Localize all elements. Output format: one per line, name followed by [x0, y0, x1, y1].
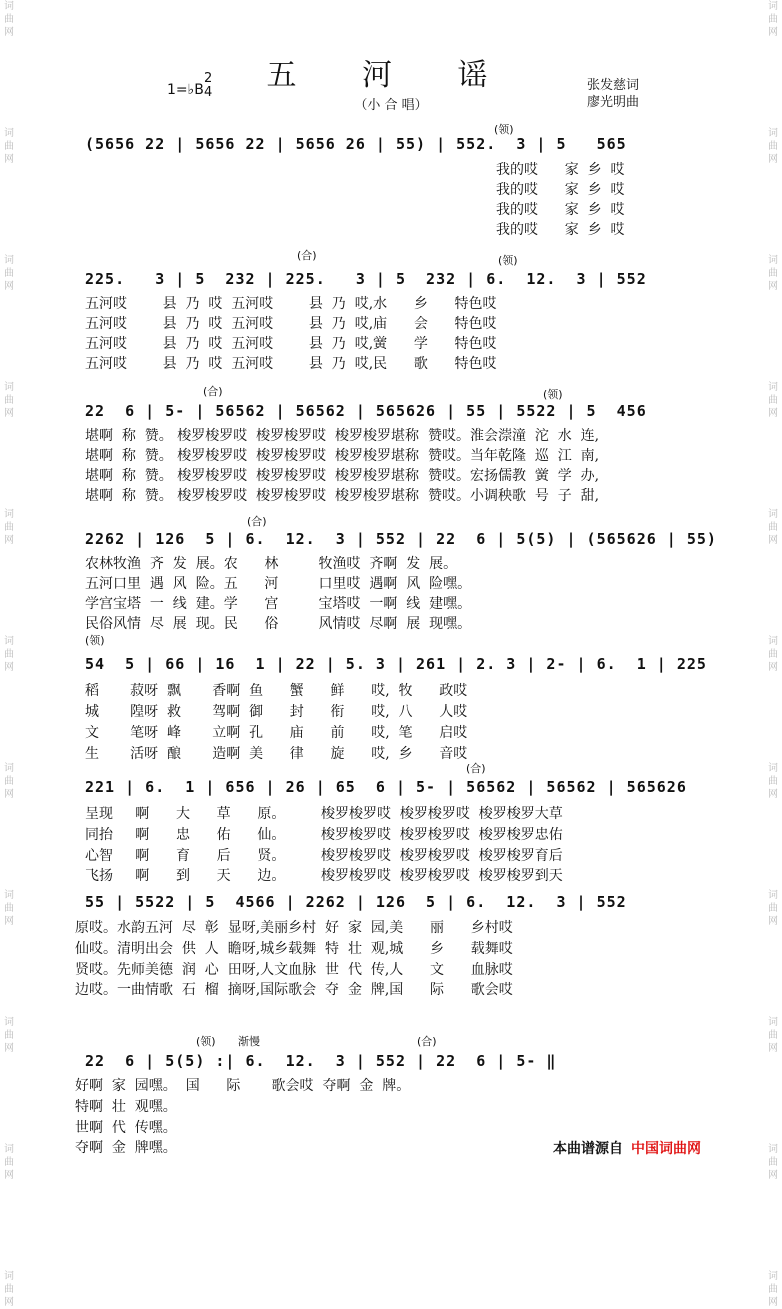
chorus-mark: (合): [417, 1035, 437, 1048]
notation-line: 54 5 | 66 | 16 1 | 22 | 5. 3 | 261 | 2. 3 | 2- | 6. 1 | 225: [85, 655, 707, 673]
time-signature: [204, 72, 212, 100]
left-watermark: 词曲网 词曲网 词曲网 词曲网 词曲网 词曲网 词曲网 词曲网 词曲网 词曲网 词曲网: [4, 1, 14, 1308]
lyric-line: 五河哎 县 乃 哎 五河哎 县 乃 哎,水 乡 特色哎: [85, 296, 497, 312]
chorus-mark: (合): [247, 515, 267, 528]
tempo-mark: 渐慢: [238, 1035, 260, 1048]
notation-line: 221 | 6. 1 | 656 | 26 | 65 6 | 5- | 56562 | 56562 | 565626: [85, 778, 687, 796]
solo-mark: (领): [85, 634, 105, 647]
lyric-line: 我的哎 家 乡 哎: [496, 202, 625, 218]
lyric-line: 文 笔呀 峰 立啊 孔 庙 前 哎, 笔 启哎: [85, 725, 468, 741]
notation-line: 55 | 5522 | 5 4566 | 2262 | 126 5 | 6. 12. 3 | 552: [85, 893, 627, 911]
solo-mark: (领): [498, 254, 518, 267]
notation-line: (5656 22 | 5656 22 | 5656 26 | 55) | 552. 3 | 5 565: [85, 135, 627, 153]
lyric-line: 边哎。一曲情歌 石 榴 摘呀,国际歌会 夺 金 牌,国 际 歌会哎: [75, 982, 513, 998]
lyric-line: 我的哎 家 乡 哎: [496, 162, 625, 178]
lyric-line: 呈现 啊 大 草 原。 梭罗梭罗哎 梭罗梭罗哎 梭罗梭罗大草: [85, 806, 563, 822]
lyric-line: 同抬 啊 忠 佑 仙。 梭罗梭罗哎 梭罗梭罗哎 梭罗梭罗忠佑: [85, 827, 563, 843]
lyric-line: 生 活呀 酿 造啊 美 律 旋 哎, 乡 音哎: [85, 746, 468, 762]
solo-mark: (领): [494, 123, 514, 136]
lyric-line: 五河口里 遇 风 险。五 河 口里哎 遇啊 风 险嘿。: [85, 576, 472, 592]
lyric-line: 堪啊 称 赞。 梭罗梭罗哎 梭罗梭罗哎 梭罗梭罗堪称 赞哎。宏扬儒教 黉 学 办,: [85, 468, 600, 484]
lyric-line: 好啊 家 园嘿。 国 际 歌会哎 夺啊 金 牌。: [75, 1078, 411, 1094]
lyric-line: 五河哎 县 乃 哎 五河哎 县 乃 哎,黉 学 特色哎: [85, 336, 497, 352]
solo-mark: (领): [196, 1035, 216, 1048]
source-credit: [553, 1138, 701, 1158]
right-watermark: 词曲网 词曲网 词曲网 词曲网 词曲网 词曲网 词曲网 词曲网 词曲网 词曲网 词曲网: [768, 1, 778, 1308]
lyric-line: 贤哎。先师美德 润 心 田呀,人文血脉 世 代 传,人 文 血脉哎: [75, 962, 513, 978]
source-label: 本曲谱源自: [553, 1141, 623, 1157]
lyric-line: 五河哎 县 乃 哎 五河哎 县 乃 哎,庙 会 特色哎: [85, 316, 497, 332]
song-title: 五 河 谣: [266, 58, 516, 93]
lyric-line: 心智 啊 育 后 贤。 梭罗梭罗哎 梭罗梭罗哎 梭罗梭罗育后: [85, 848, 563, 864]
chorus-mark: (合): [203, 385, 223, 398]
lyric-line: 堪啊 称 赞。 梭罗梭罗哎 梭罗梭罗哎 梭罗梭罗堪称 赞哎。淮会漴潼 沱 水 连,: [85, 428, 600, 444]
composer: 廖光明曲: [587, 95, 640, 110]
credits: [587, 77, 639, 111]
chorus-mark: (合): [297, 249, 317, 262]
lyric-line: 仙哎。清明出会 供 人 瞻呀,城乡载舞 特 壮 观,城 乡 载舞哎: [75, 941, 513, 957]
lyric-line: 五河哎 县 乃 哎 五河哎 县 乃 哎,民 歌 特色哎: [85, 356, 497, 372]
meter-top: 2: [204, 71, 213, 86]
notation-line: 22 6 | 5- | 56562 | 56562 | 565626 | 55 | 5522 | 5 456: [85, 402, 647, 420]
lyric-line: 飞扬 啊 到 天 边。 梭罗梭罗哎 梭罗梭罗哎 梭罗梭罗到天: [85, 868, 563, 884]
source-site-link[interactable]: 中国词曲网: [631, 1141, 701, 1157]
key-signature: 1=♭B: [167, 82, 204, 98]
lyric-line: 农林牧渔 齐 发 展。农 林 牧渔哎 齐啊 发 展。: [85, 556, 458, 572]
notation-line: 22 6 | 5(5) :| 6. 12. 3 | 552 | 22 6 | 5- ‖: [85, 1052, 557, 1070]
lyric-line: 原哎。水韵五河 尽 彰 显呀,美丽乡村 好 家 园,美 丽 乡村哎: [75, 920, 513, 936]
lyric-line: 堪啊 称 赞。 梭罗梭罗哎 梭罗梭罗哎 梭罗梭罗堪称 赞哎。当年乾隆 巡 江 南,: [85, 448, 600, 464]
lyric-line: 民俗风情 尽 展 现。民 俗 风情哎 尽啊 展 现嘿。: [85, 616, 472, 632]
lyric-line: 城 隍呀 救 驾啊 御 封 衔 哎, 八 人哎: [85, 704, 468, 720]
lyric-line: 稻 菽呀 飘 香啊 鱼 蟹 鲜 哎, 牧 政哎: [85, 683, 468, 699]
lyric-line: 夺啊 金 牌嘿。: [75, 1140, 177, 1156]
song-subtitle: （小 合 唱）: [354, 98, 428, 113]
lyric-line: 堪啊 称 赞。 梭罗梭罗哎 梭罗梭罗哎 梭罗梭罗堪称 赞哎。小调秧歌 号 子 甜,: [85, 488, 600, 504]
lyric-line: 世啊 代 传嘿。: [75, 1120, 177, 1136]
lyric-line: 我的哎 家 乡 哎: [496, 222, 625, 238]
notation-line: 225. 3 | 5 232 | 225. 3 | 5 232 | 6. 12. 3 | 552: [85, 270, 647, 288]
meter-bottom: 4: [204, 85, 213, 100]
lyricist: 张发慈词: [587, 78, 640, 93]
notation-line: 2262 | 126 5 | 6. 12. 3 | 552 | 22 6 | 5(5) | (565626 | 55): [85, 530, 717, 548]
chorus-mark: (合): [466, 762, 486, 775]
lyric-line: 学宫宝塔 一 线 建。学 宫 宝塔哎 一啊 线 建嘿。: [85, 596, 472, 612]
lyric-line: 特啊 壮 观嘿。: [75, 1099, 177, 1115]
solo-mark: (领): [543, 388, 563, 401]
lyric-line: 我的哎 家 乡 哎: [496, 182, 625, 198]
